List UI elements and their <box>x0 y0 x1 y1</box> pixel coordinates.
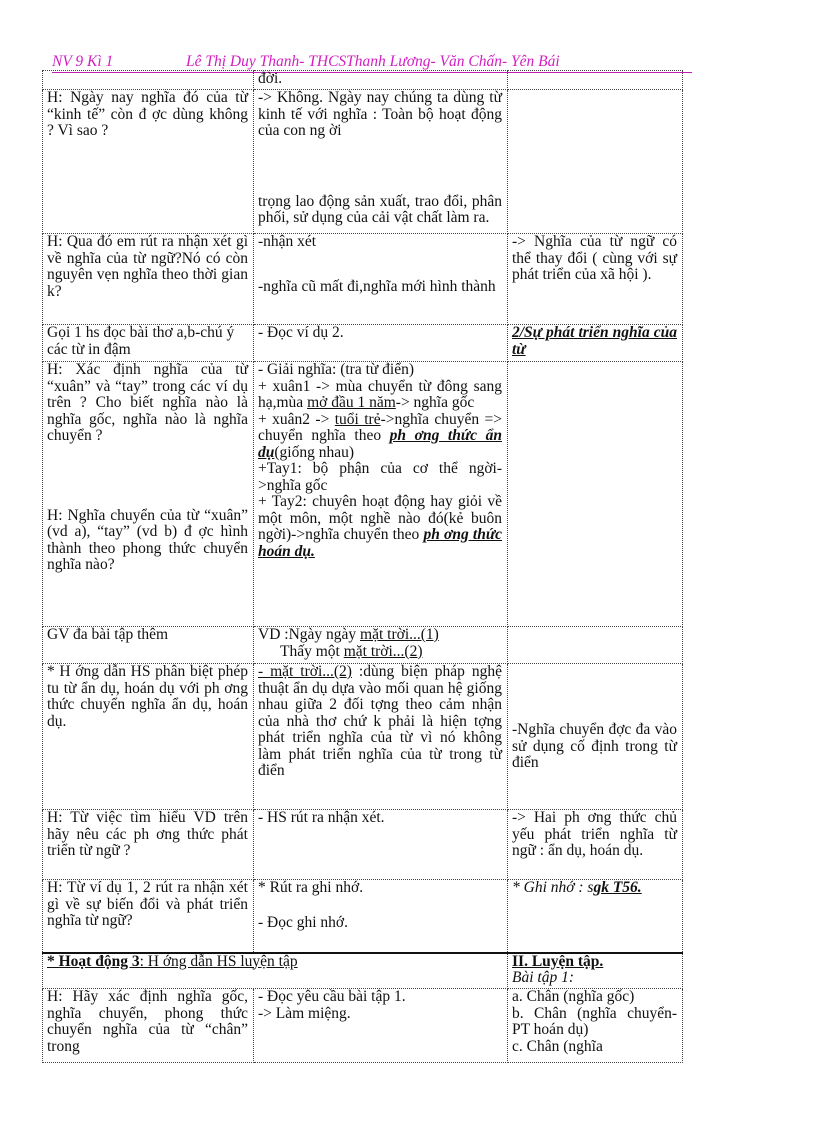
cell-question: H: Qua đó em rút ra nhận xét gì về nghĩa của từ ngữ?Nó có còn nguyên vẹn nghĩa theo thời gian k? <box>43 234 254 325</box>
activity-line: + xuân2 -> tuổi trẻ->nghĩa chuyển => chuyển nghĩa theo ph ơng thức ẩn dụ(giống nhau) <box>258 410 502 461</box>
cell-question: GV đa bài tập thêm <box>43 627 254 664</box>
cell-activity: VD :Ngày ngày mặt trời...(1) Thấy một mặt trời...(2) <box>254 627 508 664</box>
question-text: H: Xác định nghĩa của từ “xuân” và “tay” trong các ví dụ trên ? Cho biết nghĩa nào là nghĩa gốc, nghĩa nào là nghĩa chuyển ? <box>47 361 248 444</box>
cell-question <box>43 362 254 627</box>
activity-heading: * Hoạt động 3: H ớng dẫn HS luyện tập <box>43 953 508 989</box>
activity-line: + Tay2: chuyên hoạt động hay giỏi về một môn, một nghề nào đó(kẻ buôn ngời)->nghĩa chuyển theo ph ơng thức hoán dụ. <box>258 493 502 560</box>
cell-question: * H ớng dẫn HS phân biệt phép tu từ ẩn dụ, hoán dụ với ph ơng thức chuyển nghĩa ẩn dụ, hoán dụ. <box>43 664 254 810</box>
cell-activity <box>254 362 508 627</box>
cell-activity: - mặt trời...(2) :dùng biện pháp nghệ thuật ẩn dụ dựa vào mối quan hệ giống nhau giữa 2 đối tợng theo cảm nhận của nhà thơ chứ k phải là hiện tợng phát triển nghĩa của từ vì nó không làm phát triển nghĩa của từ trong từ điển <box>254 664 508 810</box>
question-text: H: Nghĩa chuyển của từ “xuân” (vd a), “tay” (vd b) đ ợc hình thành theo phong thức chuyển nghĩa nào? <box>47 506 248 573</box>
cell-activity: * Rút ra ghi nhớ. - Đọc ghi nhớ. <box>254 880 508 953</box>
table-row <box>43 627 683 664</box>
activity-text: -nghĩa cũ mất đi,nghĩa mới hình thành <box>258 277 496 295</box>
cell-notes <box>508 71 683 90</box>
table-row <box>43 664 683 810</box>
cell-notes: -Nghĩa chuyển đợc đa vào sử dụng cố định trong từ điển <box>508 664 683 810</box>
cell-question <box>43 71 254 90</box>
table-row <box>43 325 683 362</box>
table-row <box>43 362 683 627</box>
header-right: Lê Thị Duy Thanh- THCSThanh Lương- Văn Chấn- Yên Bái <box>186 53 560 70</box>
cell-notes <box>508 90 683 234</box>
cell-notes: -> Hai ph ơng thức chủ yếu phát triển nghĩa từ ngữ : ẩn dụ, hoán dụ. <box>508 810 683 880</box>
table-row <box>43 810 683 880</box>
cell-activity: đời. <box>254 71 508 90</box>
cell-question: H: Hãy xác định nghĩa gốc, nghĩa chuyển, phong thức chuyển nghĩa của từ “chân” trong <box>43 989 254 1063</box>
activity-text: -nhận xét <box>258 233 317 250</box>
cell-activity: - Đọc yêu cầu bài tập 1. -> Làm miệng. <box>254 989 508 1063</box>
cell-question: H: Từ việc tìm hiểu VD trên hãy nêu các ph ơng thức phát triển từ ngữ ? <box>43 810 254 880</box>
cell-question: Gọi 1 hs đọc bài thơ a,b-chú ý các từ in đậm <box>43 325 254 362</box>
cell-notes: * Ghi nhớ : sgk T56. <box>508 880 683 953</box>
lesson-table-wrapper <box>42 70 682 1070</box>
activity-text: trọng lao động sản xuất, trao đổi, phân phối, sử dụng của cải vật chất làm ra. <box>258 192 502 226</box>
cell-activity: - Đọc ví dụ 2. <box>254 325 508 362</box>
cell-activity <box>254 234 508 325</box>
header-left: NV 9 Kì 1 <box>52 53 114 70</box>
cell-notes: a. Chân (nghĩa gốc) b. Chân (nghĩa chuyển- PT hoán dụ) c. Chân (nghĩa <box>508 989 683 1063</box>
section-heading: II. Luyện tập. Bài tập 1: <box>508 953 683 989</box>
cell-activity: - HS rút ra nhận xét. <box>254 810 508 880</box>
table-row <box>43 880 683 953</box>
table-row <box>43 234 683 325</box>
table-row <box>43 989 683 1063</box>
table-row <box>43 71 683 90</box>
activity-line: + xuân1 -> mùa chuyển từ đông sang hạ,mùa mở đầu 1 năm-> nghĩa gốc <box>258 377 502 411</box>
cell-question: H: Từ ví dụ 1, 2 rút ra nhận xét gì về sự biến đổi và phát triển nghĩa từ ngữ? <box>43 880 254 953</box>
cell-notes: -> Nghĩa của từ ngữ có thể thay đổi ( cùng với sự phát triển của xã hội ). <box>508 234 683 325</box>
cell-question: H: Ngày nay nghĩa đó của từ “kinh tế” còn đ ợc dùng không ? Vì sao ? <box>43 90 254 234</box>
activity-line: +Tay1: bộ phận của cơ thể ngời->nghĩa gốc <box>258 460 502 494</box>
activity-line: - Giải nghĩa: (tra từ điển) <box>258 361 415 378</box>
table-row <box>43 953 683 989</box>
cell-activity <box>254 90 508 234</box>
lesson-table <box>42 70 683 1063</box>
cell-notes <box>508 627 683 664</box>
cell-notes <box>508 362 683 627</box>
section-heading: 2/Sự phát triển nghĩa của từ <box>508 325 683 362</box>
activity-text: -> Không. Ngày nay chúng ta dùng từ kinh tế với nghĩa : Toàn bộ hoạt động của con ng ời <box>258 89 502 139</box>
table-row <box>43 90 683 234</box>
